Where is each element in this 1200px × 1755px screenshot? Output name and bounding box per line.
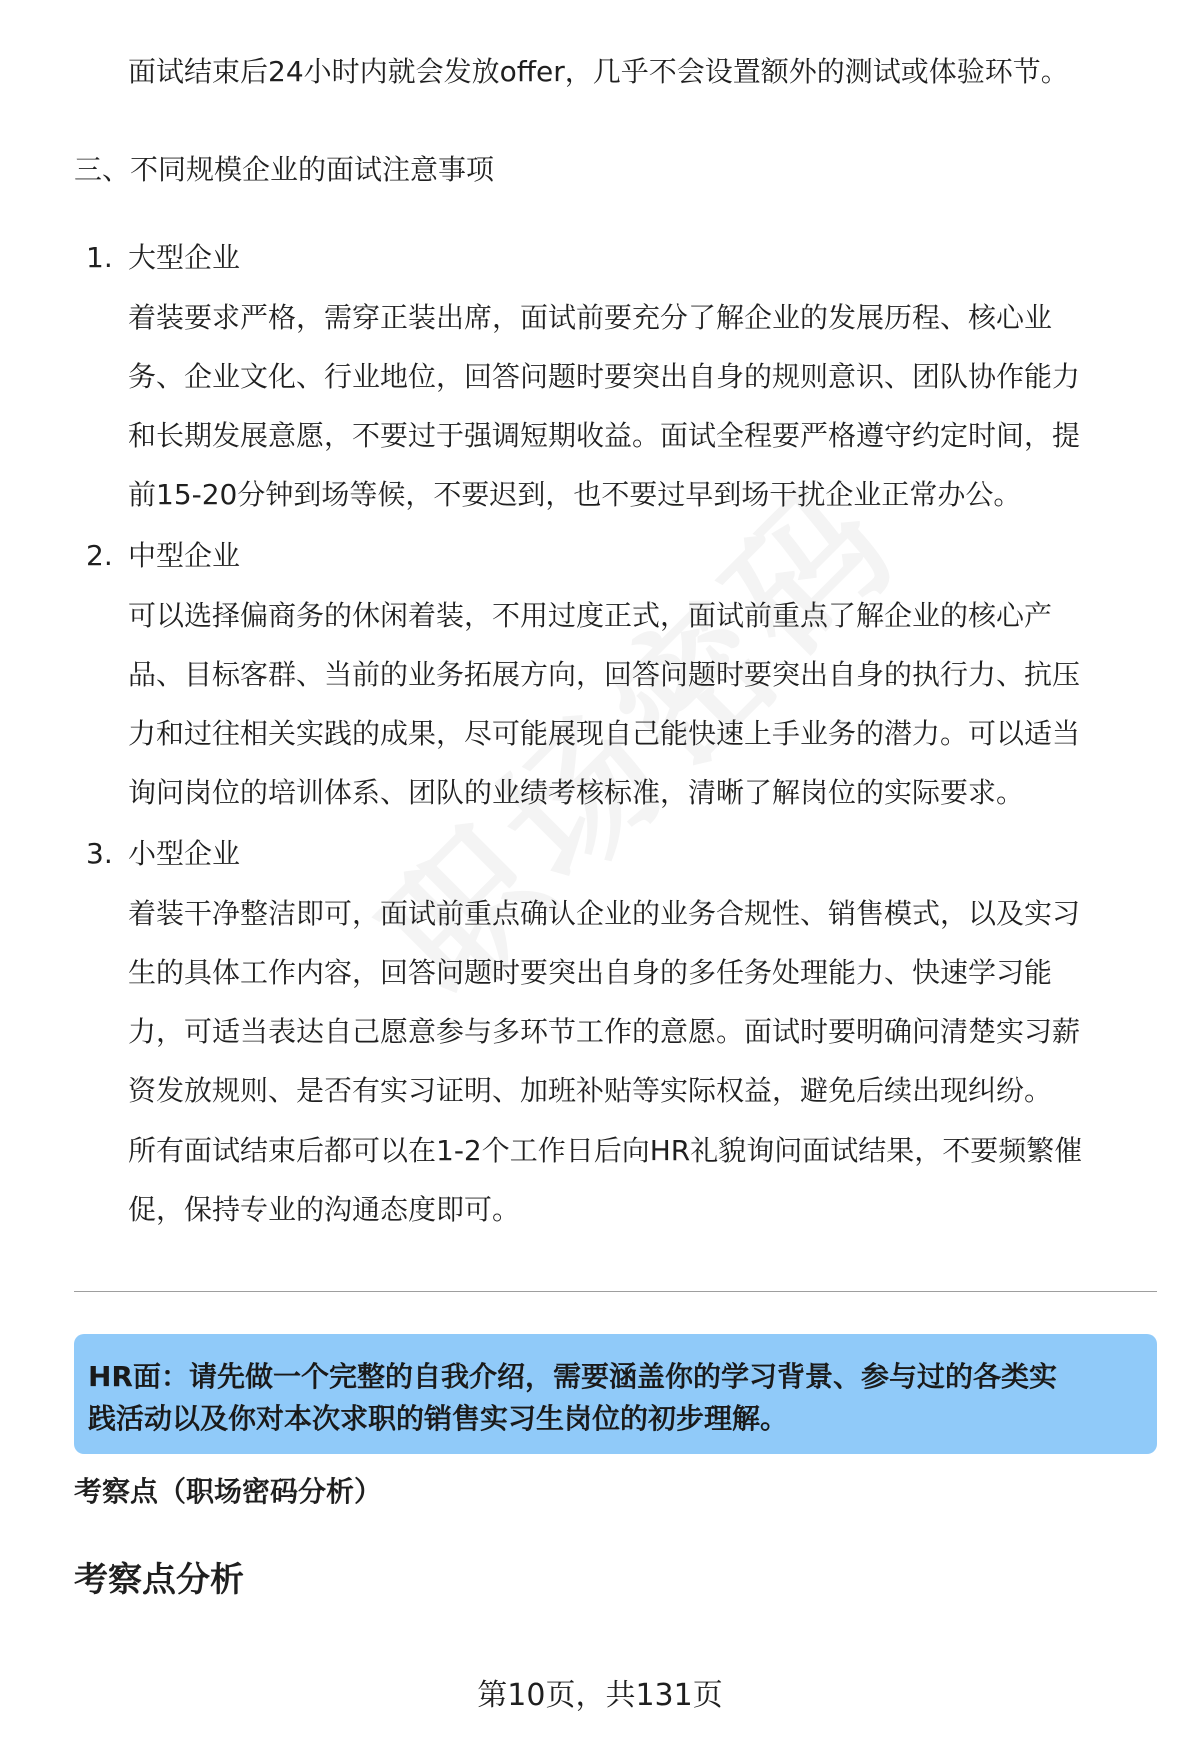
page-number: 第10页，共131页: [477, 1678, 723, 1713]
paragraph-line: 和长期发展意愿，不要过于强调短期收益。面试全程要严格遵守约定时间，提: [128, 419, 1081, 452]
section-divider: [74, 1291, 1157, 1292]
paragraph-line: 务、企业文化、行业地位，回答问题时要突出自身的规则意识、团队协作能力: [128, 360, 1081, 393]
paragraph-line: 生的具体工作内容，回答问题时要突出自身的多任务处理能力、快速学习能: [128, 956, 1053, 989]
paragraph-line: 所有面试结束后都可以在1-2个工作日后向HR礼貌询问面试结果，不要频繁催: [128, 1134, 1083, 1167]
paragraph-line: 力和过往相关实践的成果，尽可能展现自己能快速上手业务的潜力。可以适当: [128, 717, 1081, 750]
paragraph-line: 促，保持专业的沟通态度即可。: [128, 1193, 521, 1226]
list-item-title: 大型企业: [128, 241, 241, 274]
list-item-number: 2.: [86, 539, 113, 572]
intro-line: 面试结束后24小时内就会发放offer，几乎不会设置额外的测试或体验环节。: [128, 55, 1069, 88]
section-title: 三、不同规模企业的面试注意事项: [74, 153, 495, 186]
analysis-heading: 考察点分析: [74, 1560, 244, 1600]
paragraph-line: 询问岗位的培训体系、团队的业绩考核标准，清晰了解岗位的实际要求。: [128, 776, 1025, 809]
list-item-number: 3.: [86, 837, 113, 870]
paragraph-line: 品、目标客群、当前的业务拓展方向，回答问题时要突出自身的执行力、抗压: [128, 658, 1081, 691]
analysis-subheading: 考察点（职场密码分析）: [74, 1475, 383, 1508]
hr-question-line: HR面：请先做一个完整的自我介绍，需要涵盖你的学习背景、参与过的各类实: [88, 1360, 1057, 1393]
paragraph-line: 可以选择偏商务的休闲着装，不用过度正式，面试前重点了解企业的核心产: [128, 599, 1053, 632]
paragraph-line: 前15-20分钟到场等候，不要迟到，也不要过早到场干扰企业正常办公。: [128, 478, 1022, 511]
paragraph-line: 资发放规则、是否有实习证明、加班补贴等实际权益，避免后续出现纠纷。: [128, 1074, 1053, 1107]
list-item-title: 中型企业: [128, 539, 241, 572]
hr-question-box: [74, 1334, 1157, 1454]
list-item-title: 小型企业: [128, 837, 241, 870]
hr-question-line: 践活动以及你对本次求职的销售实习生岗位的初步理解。: [88, 1402, 789, 1435]
paragraph-line: 力，可适当表达自己愿意参与多环节工作的意愿。面试时要明确问清楚实习薪: [128, 1015, 1081, 1048]
paragraph-line: 着装干净整洁即可，面试前重点确认企业的业务合规性、销售模式，以及实习: [128, 897, 1081, 930]
list-item-number: 1.: [86, 241, 113, 274]
paragraph-line: 着装要求严格，需穿正装出席，面试前要充分了解企业的发展历程、核心业: [128, 301, 1053, 334]
